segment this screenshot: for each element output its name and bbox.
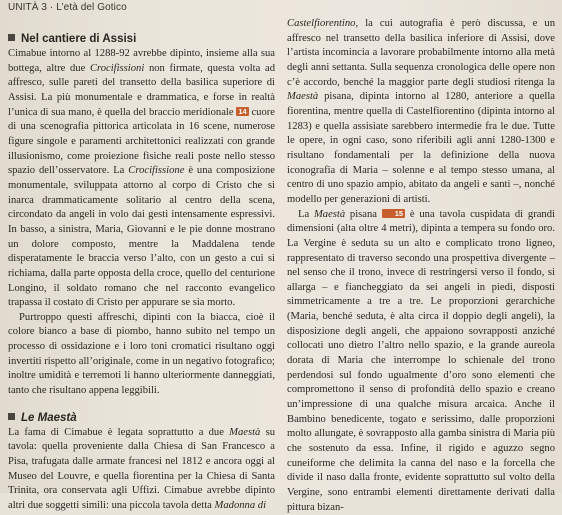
- paragraph-maesta-continued: Castelfiorentino, la cui autografia è però discussa, e un affresco nel transetto della basilica inferiore di Assisi, dove l’artista incomincia a lavorare probabilmente intorno alla metà degli anni settanta. Sulla sequenza cronologica delle opere non c’è accordo, benché la maggior parte degli studiosi ritenga la Maestà pisana, dipinta intorno al 1280, anteriore a quella fiorentina, mentre quella di Castelfiorentino (dipinta intorno al 1283) e quella assisiate sarebbero intermedie fra le due. Tutte le opere, in ogni caso, sono riferibili agli anni 1280-1300 e risultano fondamentali per la definizione della nuova iconografia di Maria – solenne e al tempo stesso umana, al centro di uno spazio ampio, abitato da angeli e santi –, nonché modello per generazioni di artisti.: [287, 18, 555, 205]
- square-bullet-icon: [8, 413, 15, 420]
- right-column: [287, 17, 555, 515]
- left-column: [8, 17, 275, 514]
- paragraph-maesta-pisana: La Maestà pisana 15 è una tavola cuspidata di grandi dimensioni (alta oltre 4 metri), dipinta a tempera su fondo oro. La Vergine è seduta su un alto e complicato trono ligneo, rappresentato di traverso secondo una prospettiva divergente – nel senso che il trono, invece di restringersi verso il fondo, si allarga – e fiancheggiato da sei angeli in piedi, disposti simmetricamente a tre a tre. Le proporzioni gerarchiche (Maria, benché seduta, è alta circa il doppio degli angeli), la disposizione degli angeli, che appaiono sovrapposti anziché collocati uno dietro l’altro nello spazio, e la grande aureola dorata di Maria che interrompe lo schienale del trono perdendosi sul fondo ugualmente d’oro sono elementi che compromettono il senso di profondità dello spazio e creano un’impressione di una qualche misura arcaica. Anche il Bambino benedicente, togato e serissimo, dalle proporzioni molto allungate, è sovrapposto alla gamba sinistra di Maria più che sostenuto da essa. Infine, il rigido e aguzzo segno cuneiforme che delimita la canna del naso e la forcella che divide il naso dalla fronte, evidente soprattutto sul volto della Vergine, sono entrambi elementi direttamente derivati dalla pittura bizan-: [287, 208, 555, 513]
- paragraph-assisi-1: Cimabue intorno al 1288-92 avrebbe dipinto, insieme alla sua bottega, altre due Crocifissioni non firmate, questa volta ad affresco, sulle pareti del transetto della basilica superiore di Assisi. La più monumentale e drammatica, e forse in realtà l’unica di sua mano, è quella del braccio meridionale 14 cuore di una scenografia pittorica articolata in 16 scene, numerose figure singole e paramenti architettonici realizzati con grande illusionismo, come proiezione fisiche reali poste nello stesso spazio dell’osservatore. La Crocifissione è una composizione monumentale, sviluppata attorno al corpo di Cristo che si inarca drammaticamente solitario al centro della scena, circondato da angeli in volo dai gesti intensamente espressivi. In basso, a sinistra, Maria, Giovanni e le pie donne mostrano un dolore composto, mentre la Maddalena tende disperatamente le braccia verso l’alto, con un gesto a cui si richiama, dalla parte opposta della croce, quello del centurione Longino, il soldato romano che nel racconto evangelico trapassa il costato di Cristo per appurare se sia morto.: [8, 48, 275, 309]
- figure-ref-badge[interactable]: 14: [238, 106, 247, 116]
- paragraph-assisi-2: Purtroppo questi affreschi, dipinti con la biacca, cioè il colore bianco a base di piombo, hanno subito nel tempo un processo di ossidazione e i loro toni cromatici risultano oggi invertiti rispetto all’originale, come in un negativo fotografico; inoltre umidità e terremoti li hanno ulteriormente danneggiati, tanto che risultano appena leggibili.: [8, 311, 275, 397]
- square-bullet-icon: [8, 34, 15, 41]
- running-header: UNITÀ 3 · L’età del Gotico: [8, 2, 127, 13]
- section-heading-assisi: Nel cantiere di Assisi: [8, 32, 275, 47]
- figure-ref-badge[interactable]: 15: [382, 209, 405, 218]
- paragraph-maesta-1: La fama di Cimabue è legata soprattutto a due Maestà su tavola: quella proveniente dalla Chiesa di San Francesco a Pisa, trafugata dalle armate francesi nel 1812 e ancora oggi al Museo del Louvre, e quella fiorentina per la Chiesa di Santa Trinita, ora conservata agli Uffizi. Cimabue avrebbe dipinto altri due soggetti simili: una piccola tavola detta Madonna di: [8, 426, 275, 512]
- section-heading-maesta: Le Maestà: [8, 411, 275, 426]
